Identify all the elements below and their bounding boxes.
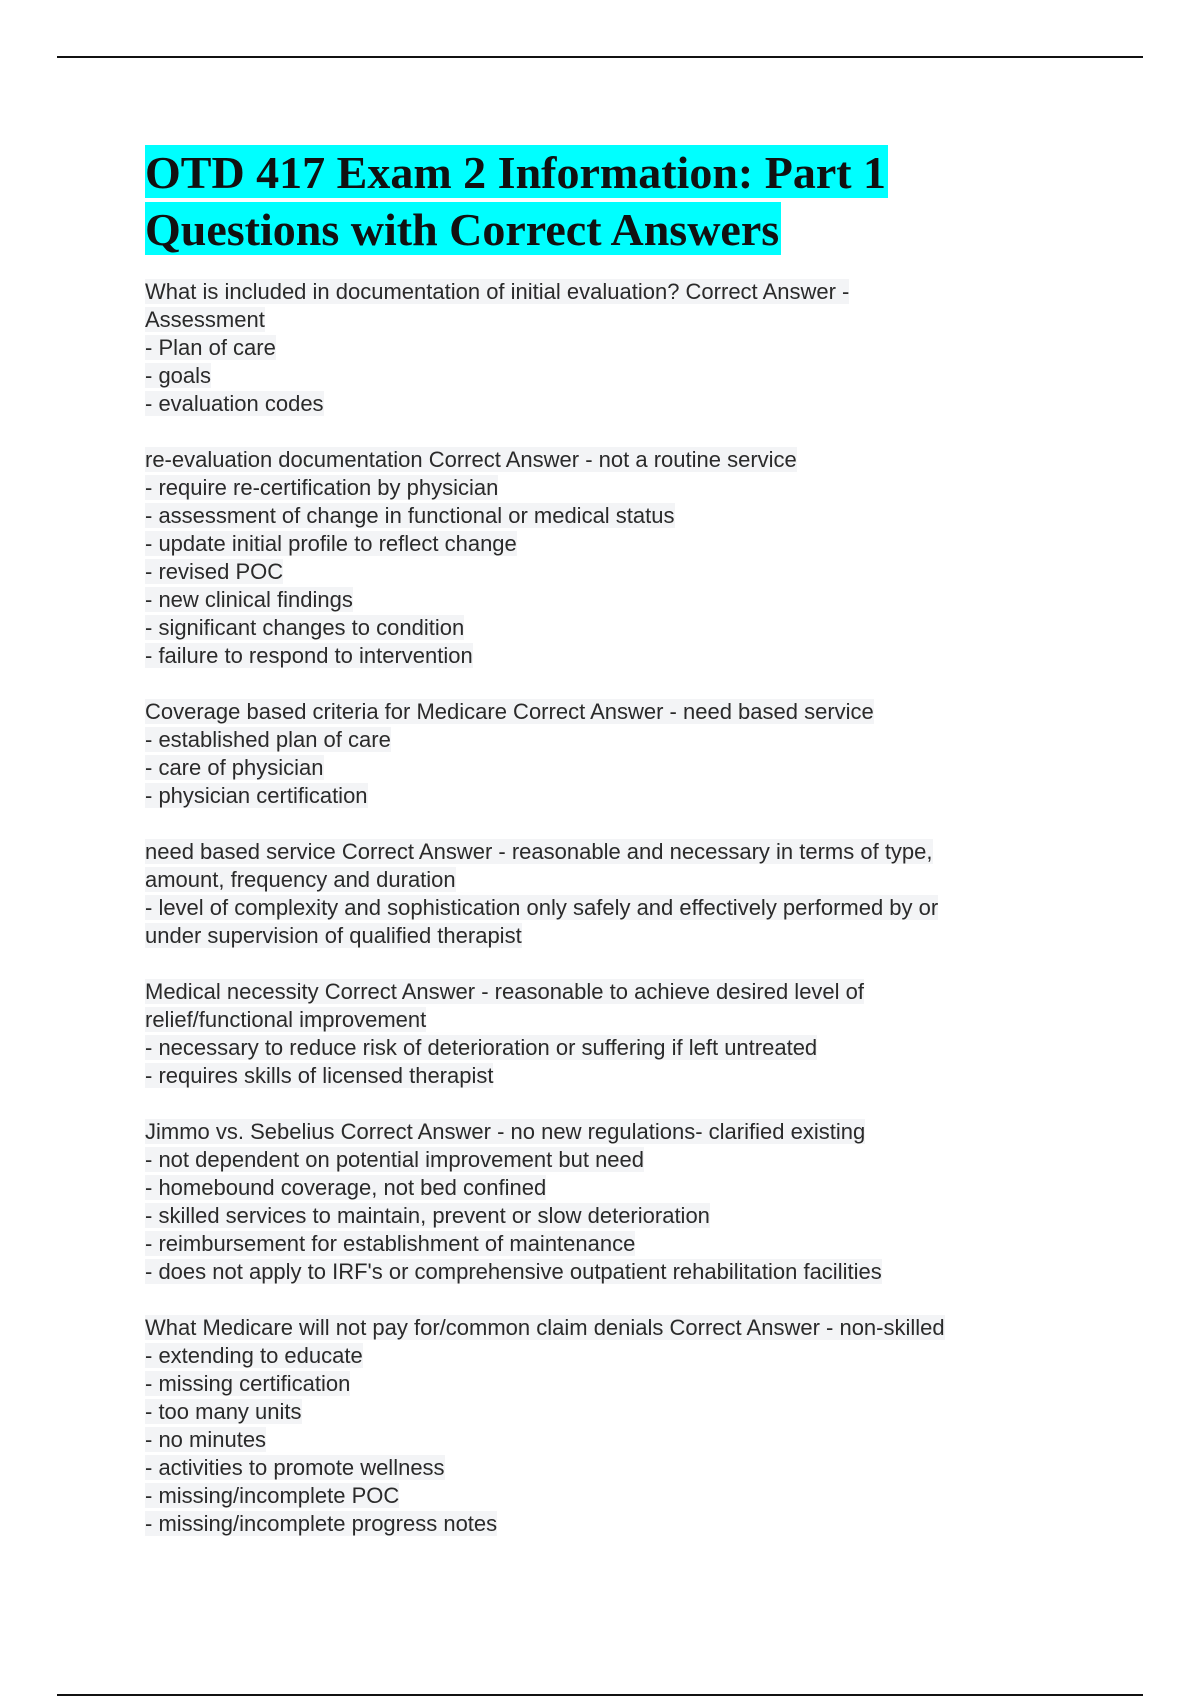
qa-line-text: - goals [145,363,212,388]
qa-line-text: - reimbursement for establishment of maintenance [145,1231,636,1256]
qa-line-text: - new clinical findings [145,587,353,612]
qa-item [145,278,1065,418]
qa-line-text: - skilled services to maintain, prevent or slow deterioration [145,1203,710,1228]
qa-answer-line [145,1482,1065,1510]
qa-answer-line [145,362,1065,390]
qa-line-text: - significant changes to condition [145,615,465,640]
qa-answer-line [145,1370,1065,1398]
qa-item [145,698,1065,810]
qa-line-text: - failure to respond to intervention [145,643,473,668]
qa-answer-line [145,334,1065,362]
qa-item [145,1314,1065,1538]
qa-line-text: Coverage based criteria for Medicare Correct Answer - need based service [145,699,874,724]
qa-line-text: - missing certification [145,1371,351,1396]
qa-answer-line [145,474,1065,502]
qa-line-text: need based service Correct Answer - reasonable and necessary in terms of type, [145,839,933,864]
qa-line-text: - care of physician [145,755,324,780]
qa-line-text: amount, frequency and duration [145,867,456,892]
qa-answer-line [145,1174,1065,1202]
qa-line-text: - extending to educate [145,1343,363,1368]
qa-line-text: - no minutes [145,1427,267,1452]
qa-answer-line [145,614,1065,642]
qa-answer-line [145,866,1065,894]
qa-answer-line [145,922,1065,950]
qa-answer-line [145,1510,1065,1538]
document-title [145,144,1065,258]
qa-line-text: under supervision of qualified therapist [145,923,522,948]
qa-answer-line [145,558,1065,586]
qa-line-text: What is included in documentation of initial evaluation? Correct Answer - [145,279,850,304]
qa-answer-line [145,1342,1065,1370]
qa-answer-line [145,726,1065,754]
qa-question-line [145,1118,1065,1146]
qa-line-text: - level of complexity and sophistication only safely and effectively performed by or [145,895,939,920]
qa-line-text: - require re-certification by physician [145,475,499,500]
qa-line-text: Assessment [145,307,265,332]
qa-item [145,978,1065,1090]
qa-question-line [145,278,1065,306]
qa-question-line [145,838,1065,866]
qa-item [145,838,1065,950]
qa-question-line [145,446,1065,474]
qa-line-text: - homebound coverage, not bed confined [145,1175,547,1200]
qa-answer-line [145,1258,1065,1286]
top-rule [57,56,1143,58]
qa-answer-line [145,1454,1065,1482]
qa-answer-line [145,1034,1065,1062]
qa-answer-line [145,390,1065,418]
qa-line-text: - established plan of care [145,727,391,752]
qa-line-text: relief/functional improvement [145,1007,427,1032]
qa-line-text: - too many units [145,1399,302,1424]
qa-answer-line [145,1398,1065,1426]
qa-answer-line [145,1006,1065,1034]
qa-answer-line [145,530,1065,558]
qa-line-text: - physician certification [145,783,368,808]
qa-answer-line [145,894,1065,922]
qa-item [145,446,1065,670]
qa-list [145,278,1065,1538]
qa-line-text: - missing/incomplete progress notes [145,1511,498,1536]
qa-line-text: - evaluation codes [145,391,324,416]
qa-line-text: re-evaluation documentation Correct Answer - not a routine service [145,447,797,472]
qa-answer-line [145,642,1065,670]
qa-answer-line [145,1230,1065,1258]
qa-line-text: - requires skills of licensed therapist [145,1063,494,1088]
document-body [145,144,1065,1566]
qa-line-text: Medical necessity Correct Answer - reasonable to achieve desired level of [145,979,865,1004]
qa-line-text: - activities to promote wellness [145,1455,445,1480]
qa-line-text: - revised POC [145,559,284,584]
qa-answer-line [145,1146,1065,1174]
qa-answer-line [145,502,1065,530]
qa-line-text: - missing/incomplete POC [145,1483,400,1508]
qa-line-text: Jimmo vs. Sebelius Correct Answer - no new regulations- clarified existing [145,1119,866,1144]
qa-answer-line [145,1202,1065,1230]
qa-line-text: - update initial profile to reflect change [145,531,517,556]
qa-item [145,1118,1065,1286]
qa-answer-line [145,1062,1065,1090]
qa-line-text: - assessment of change in functional or medical status [145,503,675,528]
qa-question-line [145,978,1065,1006]
qa-line-text: - does not apply to IRF's or comprehensive outpatient rehabilitation facilities [145,1259,882,1284]
qa-answer-line [145,306,1065,334]
qa-line-text: What Medicare will not pay for/common claim denials Correct Answer - non-skilled [145,1315,945,1340]
qa-answer-line [145,782,1065,810]
title-line-2: Questions with Correct Answers [145,204,780,255]
qa-answer-line [145,754,1065,782]
qa-answer-line [145,586,1065,614]
qa-line-text: - not dependent on potential improvement but need [145,1147,645,1172]
qa-question-line [145,698,1065,726]
bottom-rule [57,1694,1143,1696]
qa-line-text: - necessary to reduce risk of deterioration or suffering if left untreated [145,1035,818,1060]
qa-answer-line [145,1426,1065,1454]
qa-question-line [145,1314,1065,1342]
title-line-1: OTD 417 Exam 2 Information: Part 1 [145,147,887,198]
qa-line-text: - Plan of care [145,335,276,360]
